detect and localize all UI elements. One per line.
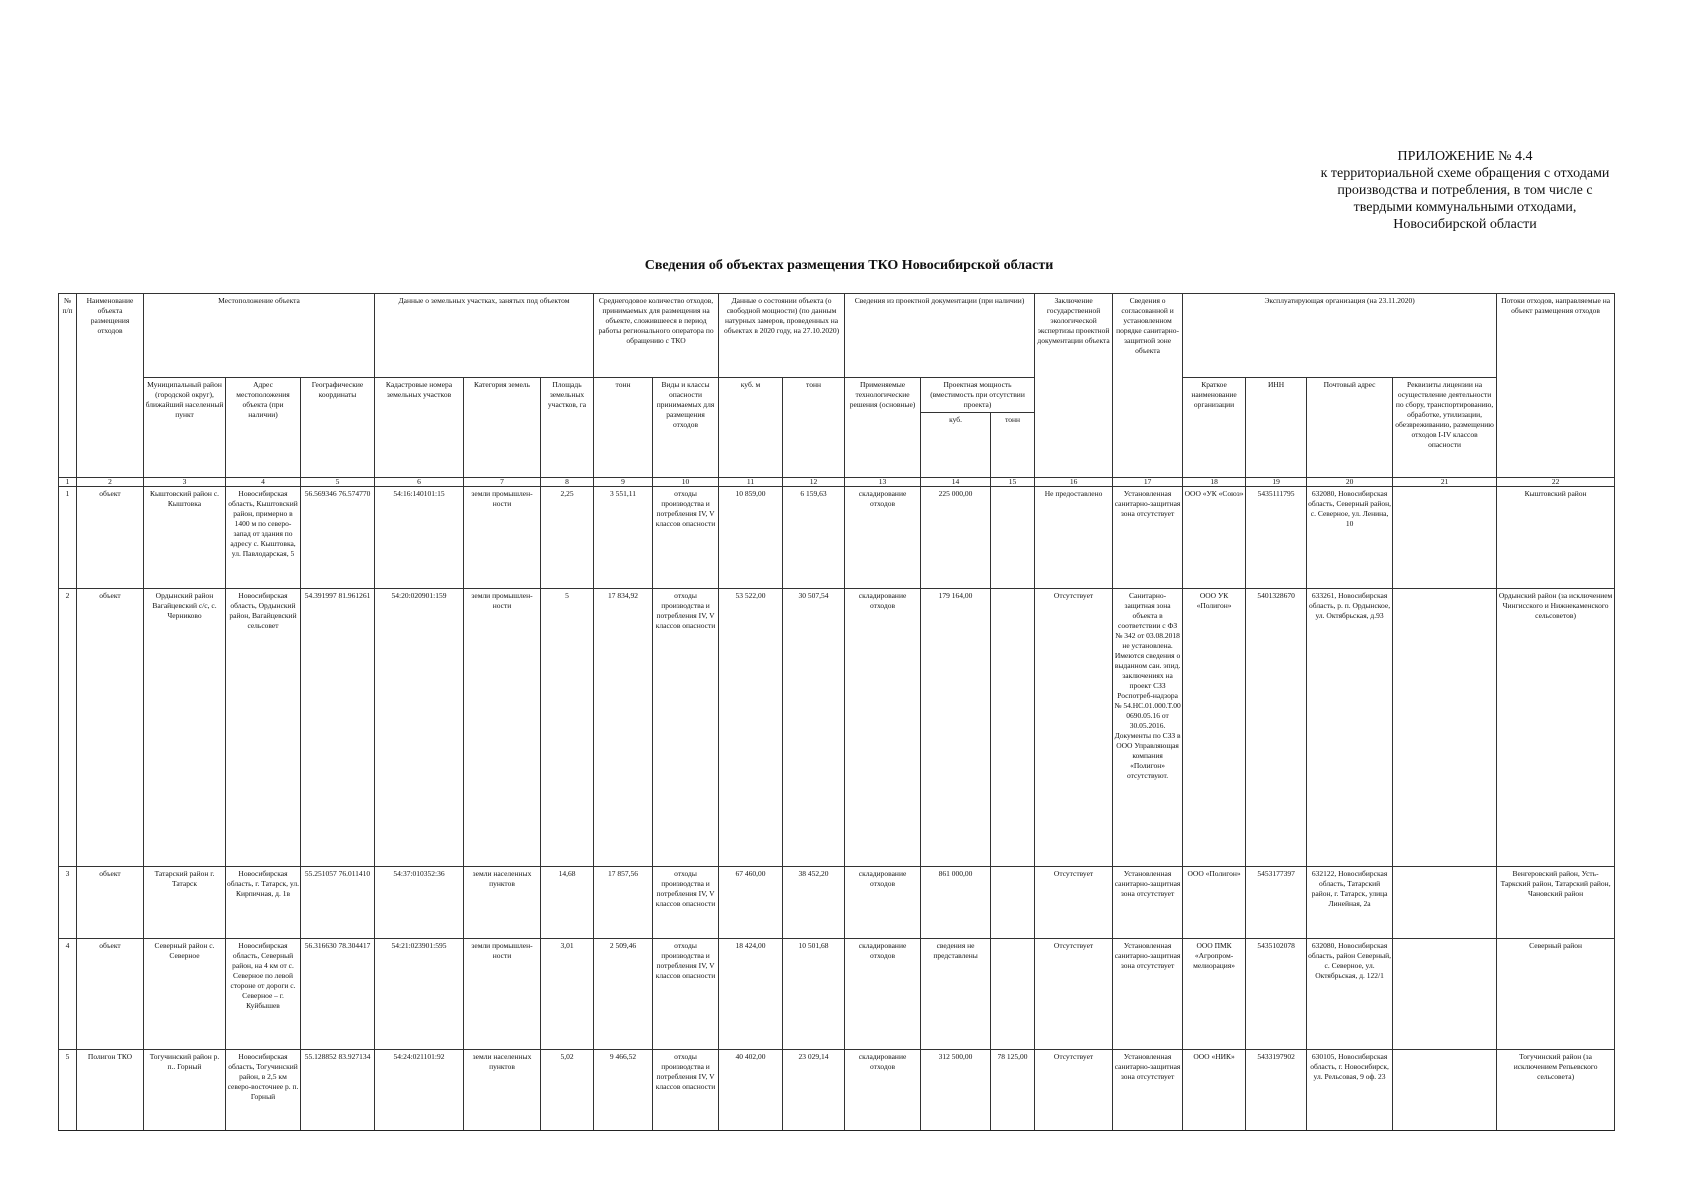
cell-capacity-tons — [991, 589, 1035, 867]
appendix-line-5: Новосибирской области — [1393, 217, 1537, 232]
cell-address: Новосибирская область, Северный район, на 4 км от с. Северное по левой стороне от дороги с. Северное – г. Куйбышев — [226, 939, 301, 1050]
cell-address: Новосибирская область, Ордынский район, Вагайцевский сельсовет — [226, 589, 301, 867]
cell-area: 14,68 — [541, 867, 594, 939]
header-operator: Эксплуатирующая организация (на 23.11.2020) — [1183, 294, 1497, 378]
cell-cadastral: 54:20:020901:159 — [375, 589, 464, 867]
col-number: 22 — [1497, 478, 1615, 487]
cell-area: 5,02 — [541, 1050, 594, 1131]
cell-tons-2: 38 452,20 — [783, 867, 845, 939]
cell-geo: 55.251057 76.011410 — [301, 867, 375, 939]
cell-municipal: Кыштовский район с. Кыштовка — [144, 487, 226, 589]
cell-tons-2: 10 501,68 — [783, 939, 845, 1050]
cell-municipal: Северный район с. Северное — [144, 939, 226, 1050]
header-flows: Потоки отходов, направляемые на объект размещения отходов — [1497, 294, 1615, 478]
cell-sanitary: Установленная санитарно-защитная зона отсутствует — [1113, 1050, 1183, 1131]
cell-inn: 5435111795 — [1246, 487, 1307, 589]
header-municipal: Муниципальный район (городской округ), ближайший населенный пункт — [144, 378, 226, 478]
col-number: 14 — [921, 478, 991, 487]
cell-short-name: ООО «Полигон» — [1183, 867, 1246, 939]
header-num: № п/п — [59, 294, 77, 478]
cell-license — [1393, 939, 1497, 1050]
cell-types: отходы производства и потребления IV, V классов опасности — [653, 487, 719, 589]
col-number: 7 — [464, 478, 541, 487]
cell-flows: Тогучинский район (за исключением Репьевского сельсовета) — [1497, 1050, 1615, 1131]
header-tons: тонн — [594, 378, 653, 478]
header-cubic: куб. м — [719, 378, 783, 478]
cell-capacity-cubic: 225 000,00 — [921, 487, 991, 589]
cell-expertise: Не предоставлено — [1035, 487, 1113, 589]
cell-tech: складирование отходов — [845, 867, 921, 939]
cell-capacity-tons — [991, 867, 1035, 939]
col-number: 13 — [845, 478, 921, 487]
col-number: 2 — [77, 478, 144, 487]
col-number: 15 — [991, 478, 1035, 487]
cell-sanitary: Установленная санитарно-защитная зона отсутствует — [1113, 487, 1183, 589]
cell-geo: 54.391997 81.961261 — [301, 589, 375, 867]
col-number: 18 — [1183, 478, 1246, 487]
col-number: 12 — [783, 478, 845, 487]
col-number: 8 — [541, 478, 594, 487]
cell-flows: Венгеровский район, Усть-Таркский район, Татарский район, Чановский район — [1497, 867, 1615, 939]
cell-land-category: земли промышлен-ности — [464, 939, 541, 1050]
col-number: 11 — [719, 478, 783, 487]
cell-municipal: Ордынский район Вагайцевский с/с, с. Черниково — [144, 589, 226, 867]
col-number: 3 — [144, 478, 226, 487]
cell-expertise: Отсутствует — [1035, 589, 1113, 867]
table-row — [59, 1050, 1615, 1131]
cell-postal: 632122, Новосибирская область, Татарский район, г. Татарск, улица Линейная, 2а — [1307, 867, 1393, 939]
col-number: 1 — [59, 478, 77, 487]
header-capacity-tons: тонн — [991, 413, 1035, 478]
col-number: 20 — [1307, 478, 1393, 487]
cell-land-category: земли промышлен-ности — [464, 487, 541, 589]
cell-postal: 630105, Новосибирская область, г. Новосибирск, ул. Рельсовая, 9 оф. 23 — [1307, 1050, 1393, 1131]
cell-short-name: ООО УК «Полигон» — [1183, 589, 1246, 867]
header-types: Виды и классы опасности принимаемых для размещения отходов — [653, 378, 719, 478]
cell-cubic: 10 859,00 — [719, 487, 783, 589]
cell-cubic: 53 522,00 — [719, 589, 783, 867]
facilities-table — [58, 293, 1615, 1131]
cell-inn: 5453177397 — [1246, 867, 1307, 939]
header-geo: Географические координаты — [301, 378, 375, 478]
cell-license — [1393, 487, 1497, 589]
cell-types: отходы производства и потребления IV, V классов опасности — [653, 589, 719, 867]
cell-sanitary: Санитарно-защитная зона объекта в соответствии с ФЗ № 342 от 03.08.2018 не установлена. Имеются сведения о выданном сан. эпид. заключениях на проект СЗЗ Роспотреб-надзора № 54.НС.01.000.Т.00 0690.05.16 от 30.05.2016. Документы по СЗЗ в ООО Управляющая компания «Полигон» отсутствуют. — [1113, 589, 1183, 867]
cell-license — [1393, 867, 1497, 939]
cell-tech: складирование отходов — [845, 1050, 921, 1131]
appendix-line-2: к территориальной схеме обращения с отходами — [1320, 166, 1610, 181]
cell-inn: 5401328670 — [1246, 589, 1307, 867]
cell-address: Новосибирская область, г. Татарск, ул. Кирпичная, д. 1в — [226, 867, 301, 939]
cell-tech: складирование отходов — [845, 589, 921, 867]
col-number: 19 — [1246, 478, 1307, 487]
cell-license — [1393, 1050, 1497, 1131]
col-number: 6 — [375, 478, 464, 487]
cell-flows: Северный район — [1497, 939, 1615, 1050]
header-state: Данные о состоянии объекта (о свободной мощности) (по данным натурных замеров, проведенных на объектах в 2020 году, на 27.10.2020) — [719, 294, 845, 378]
header-location: Местоположение объекта — [144, 294, 375, 378]
header-sanitary: Сведения о согласованной и установленном порядке санитарно-защитной зоне объекта — [1113, 294, 1183, 478]
header-capacity: Проектная мощность (вместимость при отсутствии проекта) — [921, 378, 1035, 413]
col-number: 9 — [594, 478, 653, 487]
cell-cadastral: 54:24:021101:92 — [375, 1050, 464, 1131]
cell-short-name: ООО ПМК «Агропром-мелиорация» — [1183, 939, 1246, 1050]
col-number: 21 — [1393, 478, 1497, 487]
header-cadastral: Кадастровые номера земельных участков — [375, 378, 464, 478]
cell-capacity-tons: 78 125,00 — [991, 1050, 1035, 1131]
cell-tech: складирование отходов — [845, 487, 921, 589]
header-expertise: Заключение государственной экологической экспертизы проектной документации объекта — [1035, 294, 1113, 478]
cell-land-category: земли населенных пунктов — [464, 1050, 541, 1131]
cell-cubic: 40 402,00 — [719, 1050, 783, 1131]
header-license: Реквизиты лицензии на осуществление деятельности по сбору, транспортированию, обработке, утилизации, обезвреживанию, размещению отходов I-IV классов опасности — [1393, 378, 1497, 478]
cell-area: 3,01 — [541, 939, 594, 1050]
cell-address: Новосибирская область, Тогучинский район, в 2,5 км северо-восточнее р. п. Горный — [226, 1050, 301, 1131]
header-address: Адрес местоположения объекта (при наличии) — [226, 378, 301, 478]
header-land-category: Категория земель — [464, 378, 541, 478]
cell-types: отходы производства и потребления IV, V классов опасности — [653, 939, 719, 1050]
appendix-line-1: ПРИЛОЖЕНИЕ № 4.4 — [1397, 149, 1533, 164]
header-avg-qty: Среднегодовое количество отходов, принимаемых для размещения на объекте, сложившееся в период работы регионального оператора по обращению с ТКО — [594, 294, 719, 378]
column-numbers-row — [59, 478, 1615, 487]
cell-geo: 56.569346 76.574770 — [301, 487, 375, 589]
table-row — [59, 939, 1615, 1050]
cell-inn: 5435102078 — [1246, 939, 1307, 1050]
cell-capacity-cubic: сведения не представлены — [921, 939, 991, 1050]
header-tech: Применяемые технологические решения (основные) — [845, 378, 921, 478]
header-tons-2: тонн — [783, 378, 845, 478]
cell-capacity-tons — [991, 939, 1035, 1050]
header-capacity-cubic: куб. — [921, 413, 991, 478]
cell-name: объект — [77, 867, 144, 939]
cell-postal: 632080, Новосибирская область, район Северный, с. Северное, ул. Октябрьская, д. 122/1 — [1307, 939, 1393, 1050]
cell-cadastral: 54:21:023901:595 — [375, 939, 464, 1050]
cell-tons-2: 30 507,54 — [783, 589, 845, 867]
cell-license — [1393, 589, 1497, 867]
cell-capacity-cubic: 861 000,00 — [921, 867, 991, 939]
header-short-name: Краткое наименование организации — [1183, 378, 1246, 478]
cell-postal: 633261, Новосибирская область, р. п. Ордынское, ул. Октябрьская, д.93 — [1307, 589, 1393, 867]
cell-name: объект — [77, 487, 144, 589]
cell-tons: 2 509,46 — [594, 939, 653, 1050]
col-number: 5 — [301, 478, 375, 487]
appendix-line-3: производства и потребления, в том числе с — [1337, 183, 1593, 198]
col-number: 10 — [653, 478, 719, 487]
cell-cadastral: 54:16:140101:15 — [375, 487, 464, 589]
cell-name: Полигон ТКО — [77, 1050, 144, 1131]
cell-area: 2,25 — [541, 487, 594, 589]
cell-capacity-cubic: 312 500,00 — [921, 1050, 991, 1131]
cell-capacity-cubic: 179 164,00 — [921, 589, 991, 867]
cell-num: 1 — [59, 487, 77, 589]
cell-num: 4 — [59, 939, 77, 1050]
cell-num: 2 — [59, 589, 77, 867]
cell-expertise: Отсутствует — [1035, 1050, 1113, 1131]
cell-types: отходы производства и потребления IV, V классов опасности — [653, 867, 719, 939]
header-postal: Почтовый адрес — [1307, 378, 1393, 478]
header-area: Площадь земельных участков, га — [541, 378, 594, 478]
cell-address: Новосибирская область, Кыштовский район, примерно в 1400 м по северо-запад от здания по адресу с. Кыштовка, ул. Павлодарская, 5 — [226, 487, 301, 589]
header-name: Наименование объекта размещения отходов — [77, 294, 144, 478]
cell-postal: 632080, Новосибирская область, Северный район, с. Северное, ул. Ленина, 10 — [1307, 487, 1393, 589]
cell-cubic: 18 424,00 — [719, 939, 783, 1050]
table-row — [59, 589, 1615, 867]
col-number: 4 — [226, 478, 301, 487]
cell-sanitary: Установленная санитарно-защитная зона отсутствует — [1113, 867, 1183, 939]
table-row — [59, 487, 1615, 589]
col-number: 16 — [1035, 478, 1113, 487]
cell-tons-2: 6 159,63 — [783, 487, 845, 589]
cell-types: отходы производства и потребления IV, V классов опасности — [653, 1050, 719, 1131]
cell-expertise: Отсутствует — [1035, 867, 1113, 939]
cell-sanitary: Установленная санитарно-защитная зона отсутствует — [1113, 939, 1183, 1050]
col-number: 17 — [1113, 478, 1183, 487]
cell-geo: 56.316630 78.304417 — [301, 939, 375, 1050]
cell-cadastral: 54:37:010352:36 — [375, 867, 464, 939]
cell-tons: 17 857,56 — [594, 867, 653, 939]
cell-capacity-tons — [991, 487, 1035, 589]
cell-municipal: Татарский район г. Татарск — [144, 867, 226, 939]
table-row — [59, 867, 1615, 939]
cell-municipal: Тогучинский район р. п.. Горный — [144, 1050, 226, 1131]
cell-expertise: Отсутствует — [1035, 939, 1113, 1050]
header-design: Сведения из проектной документации (при наличии) — [845, 294, 1035, 378]
cell-tons-2: 23 029,14 — [783, 1050, 845, 1131]
cell-inn: 5433197902 — [1246, 1050, 1307, 1131]
cell-flows: Кыштовский район — [1497, 487, 1615, 589]
header-land: Данные о земельных участках, занятых под объектом — [375, 294, 594, 378]
cell-tons: 9 466,52 — [594, 1050, 653, 1131]
document-title: Сведения об объектах размещения ТКО Новосибирской области — [644, 258, 1054, 273]
cell-land-category: земли промышлен-ности — [464, 589, 541, 867]
cell-short-name: ООО «НИК» — [1183, 1050, 1246, 1131]
header-inn: ИНН — [1246, 378, 1307, 478]
cell-area: 5 — [541, 589, 594, 867]
appendix-block — [1290, 148, 1640, 233]
cell-num: 3 — [59, 867, 77, 939]
cell-cubic: 67 460,00 — [719, 867, 783, 939]
cell-tons: 17 834,92 — [594, 589, 653, 867]
cell-num: 5 — [59, 1050, 77, 1131]
cell-land-category: земли населенных пунктов — [464, 867, 541, 939]
cell-short-name: ООО «УК «Союз» — [1183, 487, 1246, 589]
cell-tech: складирование отходов — [845, 939, 921, 1050]
appendix-line-4: твердыми коммунальными отходами, — [1353, 200, 1577, 215]
cell-name: объект — [77, 939, 144, 1050]
cell-name: объект — [77, 589, 144, 867]
cell-geo: 55.128852 83.927134 — [301, 1050, 375, 1131]
cell-flows: Ордынский район (за исключением Чингисского и Нижнекаменского сельсоветов) — [1497, 589, 1615, 867]
cell-tons: 3 551,11 — [594, 487, 653, 589]
